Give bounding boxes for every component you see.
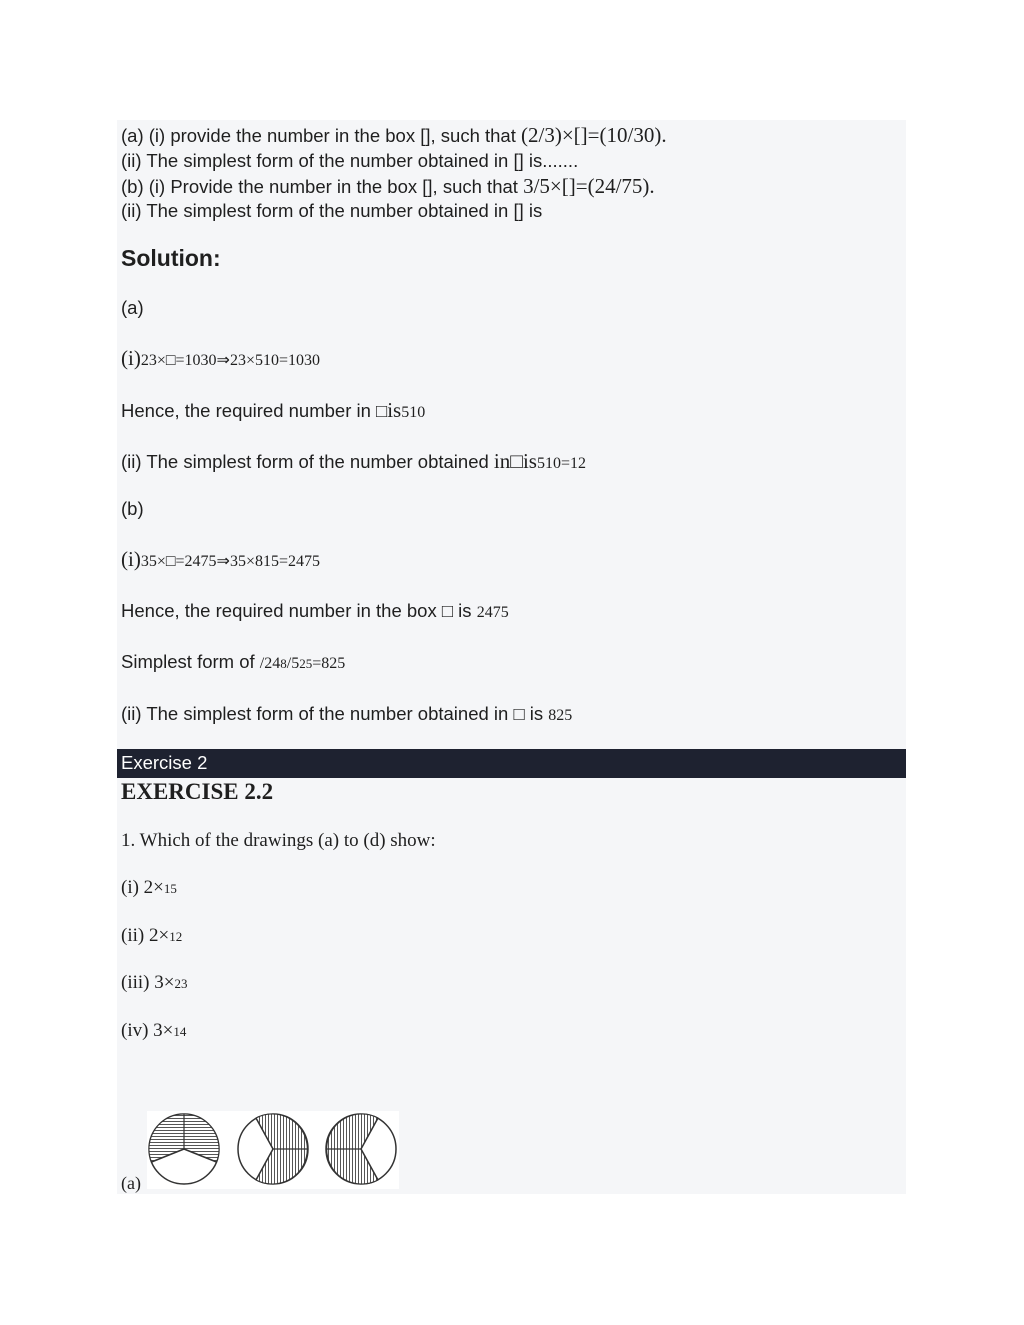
question-b-i: (b) (i) Provide the number in the box [], such that 3/5×[]=(24/75). xyxy=(121,174,655,198)
exercise-item-iv: (iv) 3×14 xyxy=(121,1020,187,1041)
solution-b-ii: (ii) The simplest form of the number obtained in □ is 825 xyxy=(121,703,573,724)
solution-b-i: (i)35×□=2475⇒35×815=2475 xyxy=(121,547,320,571)
solution-a-i-equation: 23×□=1030⇒23×510=1030 xyxy=(140,352,320,369)
solution-a-ii: (ii) The simplest form of the number obtained in□is510=12 xyxy=(121,449,586,473)
circle-1 xyxy=(149,1114,219,1184)
figure-a-circles xyxy=(147,1111,399,1189)
circle-2 xyxy=(238,1114,308,1184)
solution-a-label: (a) xyxy=(121,297,144,318)
exercise-bar xyxy=(117,749,906,778)
solution-b-simplest: Simplest form of /248/525=825 xyxy=(121,651,346,672)
solution-b-label: (b) xyxy=(121,498,144,519)
question-b-ii: (ii) The simplest form of the number obtained in [] is xyxy=(121,200,543,221)
exercise-item-i: (i) 2×15 xyxy=(121,877,177,898)
solution-b-hence: Hence, the required number in the box □ is 2475 xyxy=(121,600,509,621)
exercise-bar-label: Exercise 2 xyxy=(121,752,208,773)
circle-3 xyxy=(326,1114,396,1184)
exercise-item-ii: (ii) 2×12 xyxy=(121,925,183,946)
exercise-title: EXERCISE 2.2 xyxy=(121,779,274,804)
fraction-circles-image xyxy=(147,1111,399,1189)
solution-heading: Solution: xyxy=(121,245,221,271)
exercise-item-iii: (iii) 3×23 xyxy=(121,972,188,993)
question-a-i: (a) (i) provide the number in the box [], such that (2/3)×[]=(10/30). xyxy=(121,123,667,147)
question-a-ii: (ii) The simplest form of the number obtained in [] is....... xyxy=(121,150,579,171)
solution-b-i-equation: 35×□=2475⇒35×815=2475 xyxy=(140,553,320,570)
question-b-i-math: 3/5×[]=(24/75). xyxy=(523,174,655,198)
solution-a-i: (i)23×□=1030⇒23×510=1030 xyxy=(121,346,320,370)
exercise-question-1: 1. Which of the drawings (a) to (d) show: xyxy=(121,830,436,851)
question-a-i-math: (2/3)×[]=(10/30). xyxy=(521,123,667,147)
solution-a-hence: Hence, the required number in □is510 xyxy=(121,398,426,422)
figure-label-a: (a) xyxy=(121,1173,141,1193)
